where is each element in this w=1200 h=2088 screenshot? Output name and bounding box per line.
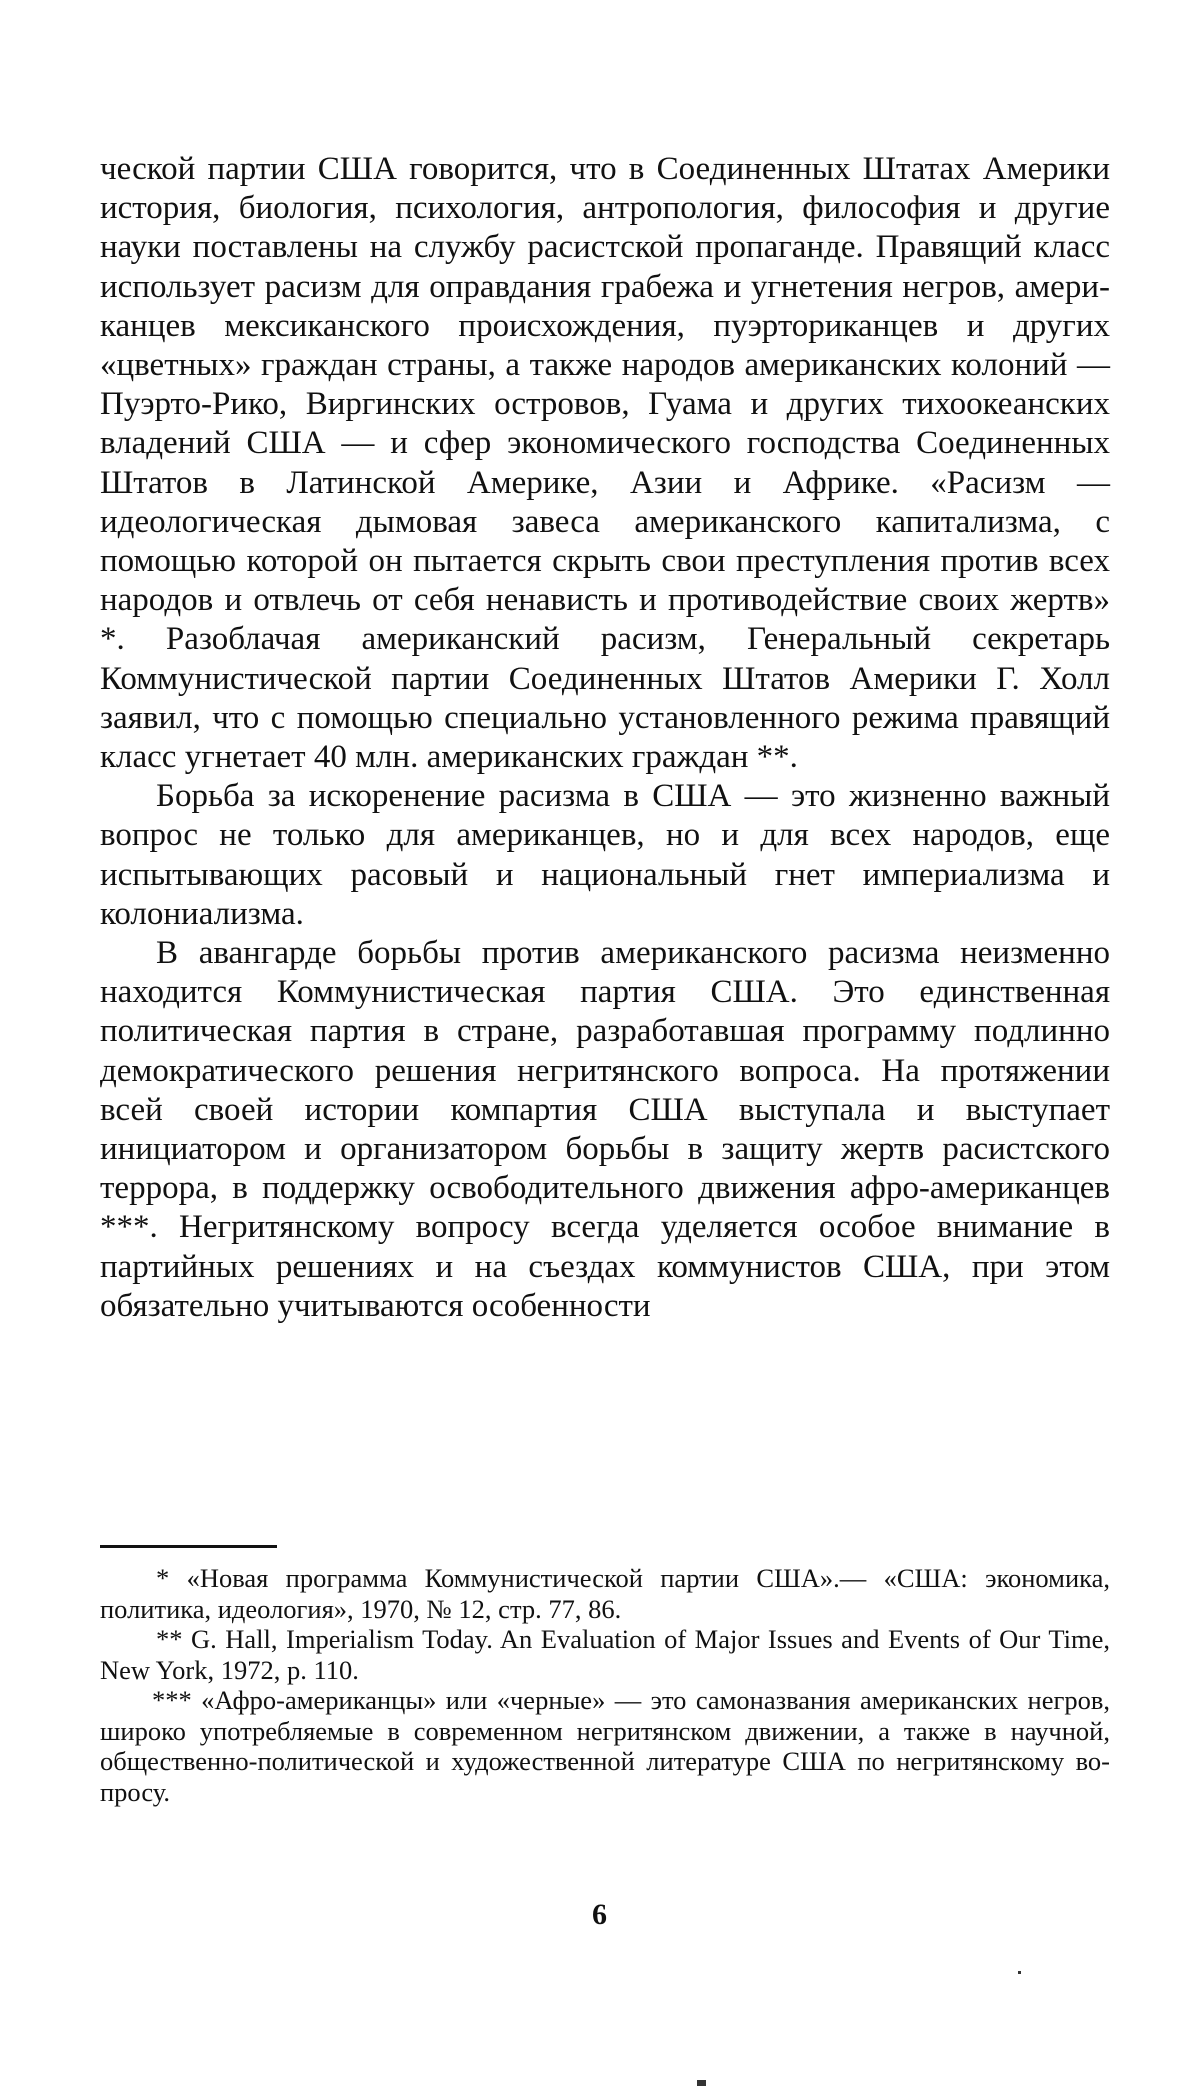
page-number: 6 (592, 1898, 608, 1931)
footnote-1: * «Новая программа Коммунистической партии США».— «США: экономика, политика, идеология», 1970, № 12, стр. 77, 86. (100, 1563, 1110, 1624)
scan-speck (1018, 1971, 1021, 1974)
body-text (100, 150, 1110, 1326)
footnote-3: *** «Афро-американцы» или «черные» — это самоназвания американских негров, широко употребляемые в современном негритянском движении, а также в научной, общественно-политической и художественной литературе США по негритянскому вопросу. (100, 1685, 1110, 1807)
paragraph-2: Борьба за искоренение расизма в США — это жизненно важный вопрос не только для американцев, но и для всех народов, еще испытывающих расовый и национальный гнет империализма и колониализма. (100, 778, 1110, 932)
paragraph-3: В авангарде борьбы против американского расизма неизменно находится Коммунистическая партия США. Это единственная политическая партия в стране, разработавшая программу подлинно демократического решения негритянского вопроса. На протяжении всей своей истории компартия США выступала и выступает инициатором и организатором борьбы в защиту жертв расистского террора, в поддержку освободительного движения афро-американцев ***. Негритянскому вопросу всегда уделяется особое внимание в партийных решениях и на съездах коммунистов США, при этом обязательно учитываются особенности (100, 935, 1110, 1324)
footnote-divider (100, 1545, 277, 1548)
footnote-2: ** G. Hall, Imperialism Today. An Evaluation of Major Issues and Events of Our Time, New York, 1972, p. 110. (100, 1624, 1110, 1685)
scan-speck (697, 2080, 706, 2086)
paragraph-1: ческой партии США говорится, что в Соединенных Штатах Америки история, биология, психология, антропология, философия и другие науки поставлены на службу расистской пропаганде. Правящий класс использует расизм для оправдания грабежа и угнетения негров, американцев мексиканского происхождения, пуэрториканцев и других «цветных» граждан страны, а также народов американских колоний — Пуэрто-Рико, Виргинских островов, Гуама и других тихоокеанских владений США — и сфер экономического господства Соединенных Штатов в Латинской Америке, Азии и Африке. «Расизм — идеологическая дымовая завеса американского капитализма, с помощью которой он пытается скрыть свои преступления против всех народов и отвлечь от себя ненависть и противодействие своих жертв» *. Разоблачая американский расизм, Генеральный секретарь Коммунистической партии Соединенных Штатов Америки Г. Холл заявил, что с помощью специально установленного режима правящий класс угнетает 40 млн. американских граждан **. (100, 151, 1110, 776)
footnotes (100, 1563, 1110, 1807)
